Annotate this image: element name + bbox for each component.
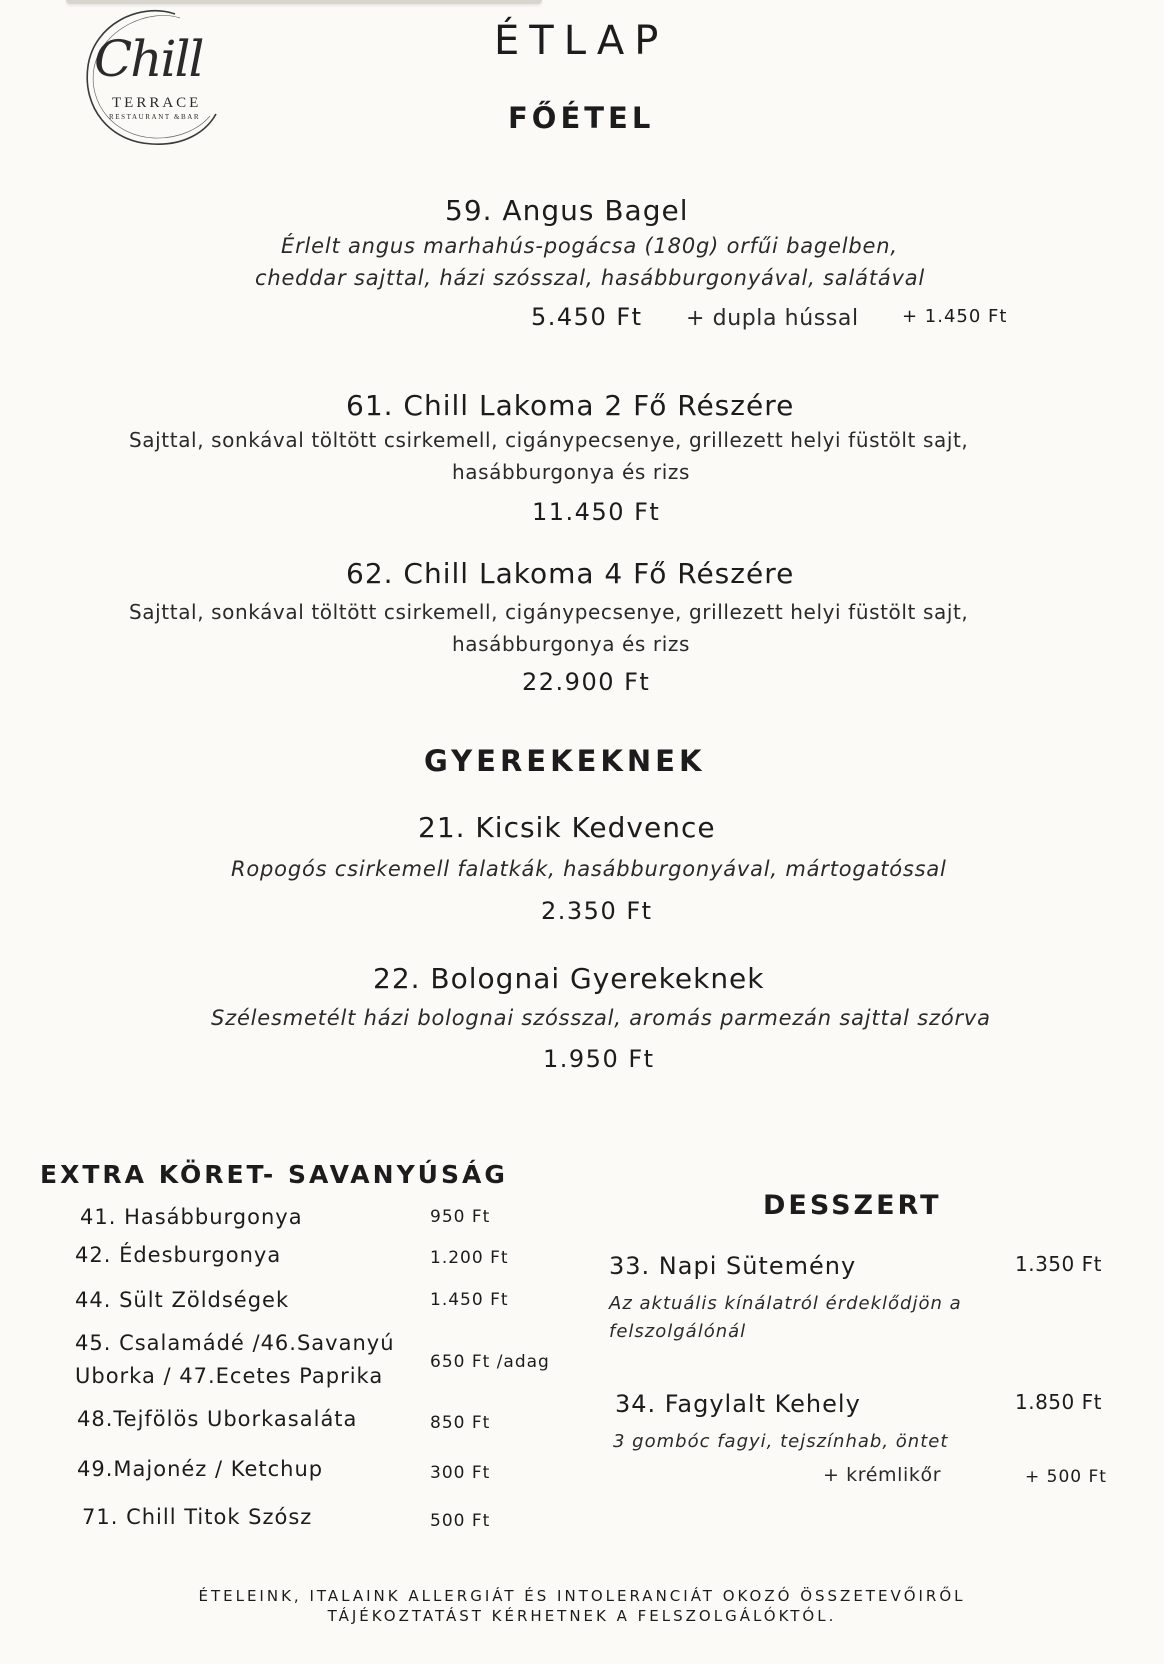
side-48-name: 48.Tejfölös Uborkasaláta	[77, 1407, 358, 1431]
dish-59-desc-line1: Érlelt angus marhahús-pogácsa (180g) orfűi bagelben,	[281, 234, 898, 258]
dish-59-extra-label: + dupla hússal	[686, 306, 859, 331]
side-49-price: 300 Ft	[430, 1463, 491, 1483]
dessert-34-extra-label: + krémlikőr	[823, 1464, 942, 1486]
side-44-name: 44. Sült Zöldségek	[75, 1288, 290, 1312]
dish-62-price: 22.900 Ft	[522, 668, 651, 696]
dessert-33-name: 33. Napi Sütemény	[609, 1252, 857, 1280]
dish-62-name: 62. Chill Lakoma 4 Fő Részére	[346, 557, 795, 590]
dessert-34-name: 34. Fagylalt Kehely	[615, 1390, 861, 1418]
side-71-name: 71. Chill Titok Szósz	[82, 1505, 313, 1529]
kids-22-desc: Szélesmetélt házi bolognai szósszal, aromás parmezán sajttal szórva	[211, 1006, 991, 1030]
kids-21-price: 2.350 Ft	[541, 897, 653, 925]
dish-61-price: 11.450 Ft	[532, 498, 661, 526]
sides-section-heading: EXTRA KÖRET- SAVANYÚSÁG	[40, 1160, 508, 1189]
dish-62-desc-line2: hasábburgonya és rizs	[452, 632, 690, 656]
side-48-price: 850 Ft	[430, 1413, 491, 1433]
dessert-34-price: 1.850 Ft	[1015, 1390, 1102, 1414]
dish-62-desc-line1: Sajttal, sonkával töltött csirkemell, cigánypecsenye, grillezett helyi füstölt sajt,	[129, 600, 969, 624]
dessert-34-desc: 3 gombóc fagyi, tejszínhab, öntet	[613, 1431, 949, 1452]
kids-section-heading: GYEREKEKNEK	[424, 744, 706, 778]
side-45-price: 650 Ft /adag	[430, 1352, 550, 1372]
side-41-price: 950 Ft	[430, 1207, 491, 1227]
dessert-34-extra-price: + 500 Ft	[1025, 1467, 1107, 1487]
dish-61-desc-line1: Sajttal, sonkával töltött csirkemell, cigánypecsenye, grillezett helyi füstölt sajt,	[129, 428, 969, 452]
footer-allergen-line1: ÉTELEINK, ITALAINK ALLERGIÁT ÉS INTOLERANCIÁT OKOZÓ ÖSSZETEVŐIRŐL	[198, 1587, 966, 1605]
dish-59-name: 59. Angus Bagel	[445, 194, 689, 227]
logo-script-text: Chill	[94, 30, 203, 88]
dish-59-extra-price: + 1.450 Ft	[902, 306, 1008, 327]
dish-61-name: 61. Chill Lakoma 2 Fő Részére	[346, 389, 795, 422]
page-title: ÉTLAP	[494, 18, 669, 64]
dish-61-desc-line2: hasábburgonya és rizs	[452, 460, 690, 484]
kids-22-price: 1.950 Ft	[543, 1045, 655, 1073]
kids-21-desc: Ropogós csirkemell falatkák, hasábburgonyával, mártogatóssal	[231, 857, 947, 881]
kids-22-name: 22. Bolognai Gyerekeknek	[373, 962, 765, 995]
side-42-name: 42. Édesburgonya	[75, 1243, 282, 1267]
footer-allergen-line2: TÁJÉKOZTATÁST KÉRHETNEK A FELSZOLGÁLÓKTÓL.	[327, 1607, 837, 1625]
dish-59-desc-line2: cheddar sajttal, házi szósszal, hasábburgonyával, salátával	[255, 266, 926, 290]
dish-59-price: 5.450 Ft	[531, 303, 643, 331]
side-45-name-line2: Uborka / 47.Ecetes Paprika	[75, 1364, 384, 1388]
side-44-price: 1.450 Ft	[430, 1290, 509, 1310]
dessert-section-heading: DESSZERT	[763, 1190, 942, 1221]
dessert-33-price: 1.350 Ft	[1015, 1252, 1102, 1276]
side-49-name: 49.Majonéz / Ketchup	[77, 1457, 324, 1481]
logo-subtitle: RESTAURANT &BAR	[109, 113, 201, 121]
side-41-name: 41. Hasábburgonya	[80, 1205, 303, 1229]
logo-name: TERRACE	[112, 95, 202, 111]
dessert-33-desc-line2: felszolgálónál	[609, 1321, 747, 1342]
side-71-price: 500 Ft	[430, 1511, 491, 1531]
kids-21-name: 21. Kicsik Kedvence	[418, 811, 716, 844]
main-section-heading: FŐÉTEL	[508, 101, 655, 135]
dessert-33-desc-line1: Az aktuális kínálatról érdeklődjön a	[609, 1293, 962, 1314]
side-45-name-line1: 45. Csalamádé /46.Savanyú	[75, 1331, 395, 1355]
side-42-price: 1.200 Ft	[430, 1248, 509, 1268]
